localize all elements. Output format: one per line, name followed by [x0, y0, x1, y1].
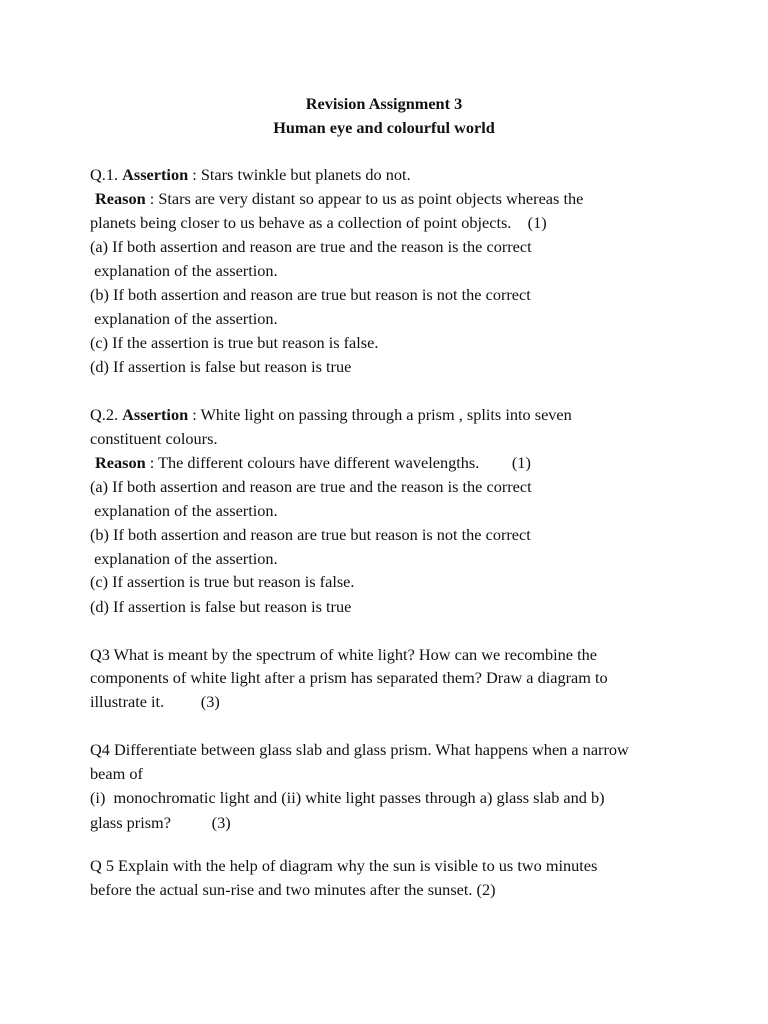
q1-assertion-line [90, 163, 411, 187]
q1-reason-text: : Stars are very distant so appear to us as point objects whereas the [145, 189, 584, 208]
q2-option-d: (d) If assertion is false but reason is true [90, 597, 352, 616]
q4-line-4: glass prism? (3) [90, 813, 231, 832]
page-title: Revision Assignment 3 [305, 94, 463, 113]
q2-option-b: (b) If both assertion and reason are true but reason is not the correct [90, 525, 531, 544]
q2-option-b-cont: explanation of the assertion. [90, 549, 278, 568]
q3-line-2: components of white light after a prism has separated them? Draw a diagram to [90, 668, 608, 687]
q1-reason-line2: planets being closer to us behave as a collection of point objects. (1) [90, 213, 547, 232]
q3-line-1: Q3 What is meant by the spectrum of white light? How can we recombine the [90, 645, 597, 664]
q5-line-2: before the actual sun-rise and two minutes after the sunset. (2) [90, 880, 496, 899]
q1-assertion-text: : Stars twinkle but planets do not. [188, 165, 411, 184]
q1-reason-label: Reason [95, 189, 146, 208]
q2-reason-line [95, 451, 531, 475]
q5-line-1: Q 5 Explain with the help of diagram why the sun is visible to us two minutes [90, 856, 598, 875]
q1-option-b-cont: explanation of the assertion. [90, 309, 278, 328]
q1-number: Q.1. [90, 165, 119, 184]
page-subtitle: Human eye and colourful world [273, 118, 495, 137]
q2-option-a: (a) If both assertion and reason are true and the reason is the correct [90, 477, 532, 496]
q4-line-1: Q4 Differentiate between glass slab and glass prism. What happens when a narrow [90, 740, 629, 759]
q1-option-b: (b) If both assertion and reason are true but reason is not the correct [90, 285, 531, 304]
q1-reason-line [95, 187, 583, 211]
q2-assertion-line2: constituent colours. [90, 429, 218, 448]
q1-option-a: (a) If both assertion and reason are true and the reason is the correct [90, 237, 532, 256]
q1-option-a-cont: explanation of the assertion. [90, 261, 278, 280]
q1-assertion-label: Assertion [122, 165, 189, 184]
q2-assertion-line [90, 403, 572, 427]
q4-line-2: beam of [90, 764, 143, 783]
q3-line-3: illustrate it. (3) [90, 692, 220, 711]
q1-option-d: (d) If assertion is false but reason is true [90, 357, 352, 376]
q2-reason-text: : The different colours have different wavelengths. (1) [145, 453, 531, 472]
q2-assertion-label: Assertion [122, 405, 189, 424]
q2-reason-label: Reason [95, 453, 146, 472]
q2-option-c: (c) If assertion is true but reason is false. [90, 572, 355, 591]
q4-line-3: (i) monochromatic light and (ii) white light passes through a) glass slab and b) [90, 788, 605, 807]
q2-assertion-text: : White light on passing through a prism , splits into seven [188, 405, 572, 424]
q2-number: Q.2. [90, 405, 119, 424]
q2-option-a-cont: explanation of the assertion. [90, 501, 278, 520]
q1-option-c: (c) If the assertion is true but reason is false. [90, 333, 379, 352]
